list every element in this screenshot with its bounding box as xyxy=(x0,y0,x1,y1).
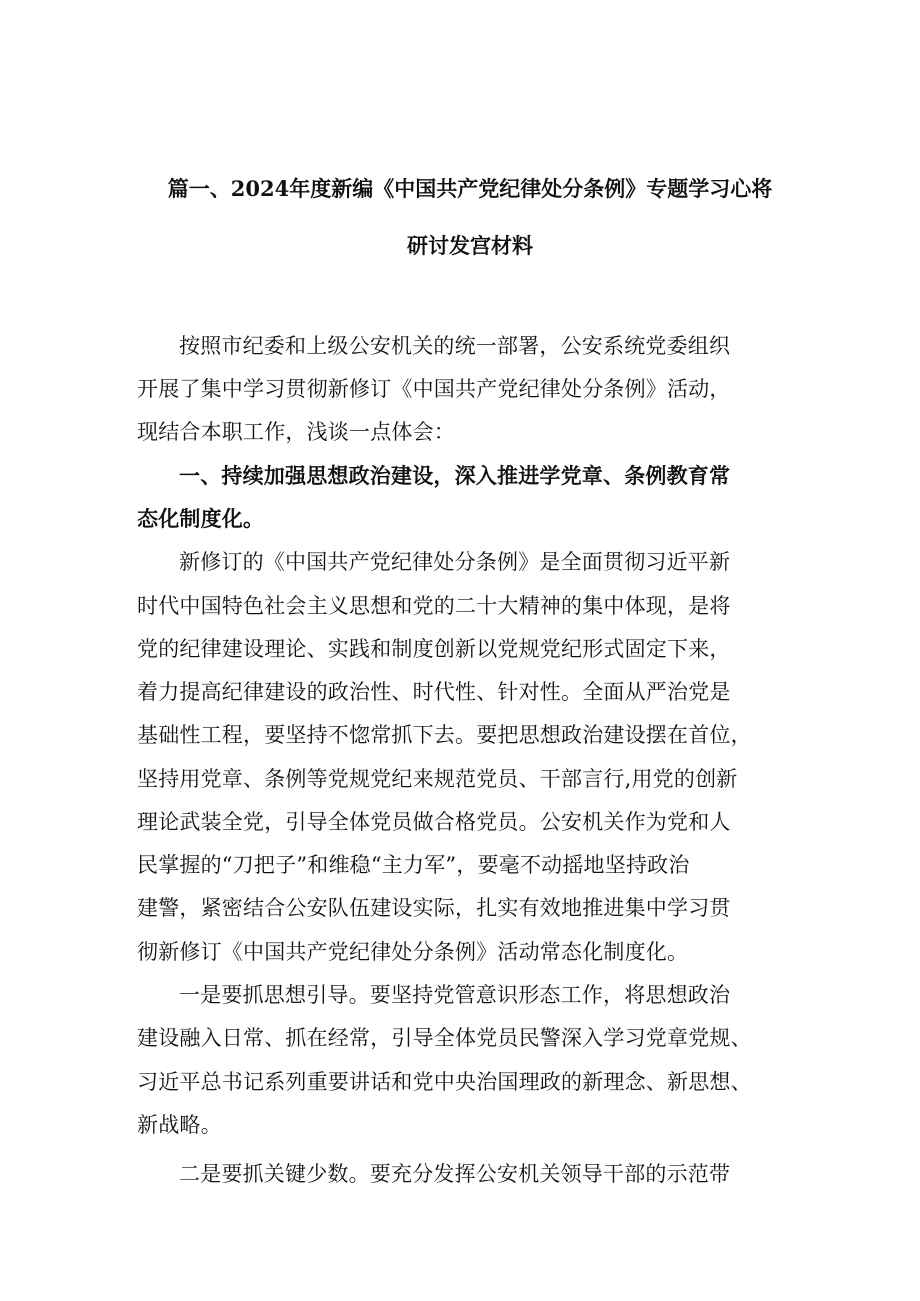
document-title-line-2: 研讨发宫材料 xyxy=(407,233,533,258)
paragraph-line: 二是要抓关键少数。要充分发挥公安机关领导干部的示范带 xyxy=(179,1162,731,1186)
paragraph-line: 建设融入日常、抓在经常，引导全体党员民警深入学习党章党规、 xyxy=(137,1026,752,1050)
paragraph-line: 一是要抓思想引导。要坚持党管意识形态工作，将思想政治 xyxy=(179,983,731,1007)
paragraph-line: 建警，紧密结合公安队伍建设实际，扎实有效地推进集中学习贯 xyxy=(137,896,731,920)
paragraph-line: 现结合本职工作，浅谈一点体会： xyxy=(137,420,455,444)
paragraph-line: 时代中国特色社会主义思想和党的二十大精神的集中体现，是将 xyxy=(137,594,731,618)
document-title-line-1: 篇一、2024年度新编《中国共产党纪律处分条例》专题学习心将 xyxy=(167,176,773,201)
paragraph-line: 党的纪律建设理论、实践和制度创新以党规党纪形式固定下来， xyxy=(137,637,731,661)
paragraph-line: 开展了集中学习贯彻新修订《中国共产党纪律处分条例》活动， xyxy=(137,377,731,401)
paragraph-line: 按照市纪委和上级公安机关的统一部署，公安系统党委组织 xyxy=(179,334,731,358)
paragraph-line: 彻新修订《中国共产党纪律处分条例》活动常态化制度化。 xyxy=(137,940,689,964)
paragraph-line: 着力提高纪律建设的政治性、时代性、针对性。全面从严治党是 xyxy=(137,680,731,704)
section-heading-line: 态化制度化。 xyxy=(137,506,265,531)
paragraph-line: 坚持用党章、条例等党规党纪来规范党员、干部言行,用党的创新 xyxy=(137,767,738,791)
paragraph-line: 习近平总书记系列重要讲话和党中央治国理政的新理念、新思想、 xyxy=(137,1070,752,1094)
paragraph-line: 新修订的《中国共产党纪律处分条例》是全面贯彻习近平新 xyxy=(179,550,731,574)
section-heading-line: 一、持续加强思想政治建设，深入推进学党章、条例教育常 xyxy=(179,463,731,488)
paragraph-line: 理论武装全党，引导全体党员做合格党员。公安机关作为党和人 xyxy=(137,810,731,834)
paragraph-line: 民掌握的“刀把子”和维稳“主力军”，要毫不动摇地坚持政治 xyxy=(137,853,690,877)
paragraph-line: 新战略。 xyxy=(137,1113,222,1137)
paragraph-line: 基础性工程，要坚持不惚常抓下去。要把思想政治建设摆在首位， xyxy=(137,723,752,747)
